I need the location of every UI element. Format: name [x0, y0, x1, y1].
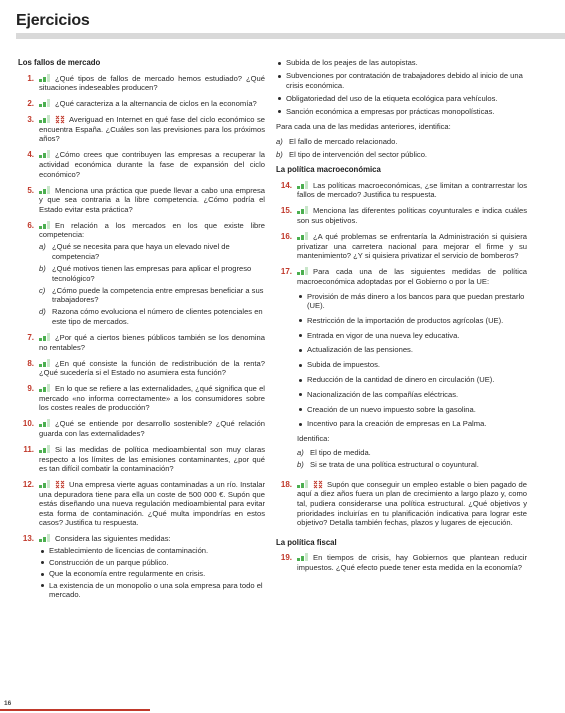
exercise-text: Si las medidas de política medioambiental son muy claras respecto a los límites de las emisiones contaminantes, ¿por qué es tan difícil combatir la contaminación? [39, 444, 265, 474]
continued-bullets [276, 58, 527, 116]
exercise-text: Averiguad en Internet en qué fase del ciclo económico se encuentra España. ¿Cuáles son las previsiones para los próximos años? [39, 115, 265, 144]
exercise-number: 11. [23, 444, 34, 454]
exercise-9 [18, 384, 265, 413]
exercise-text: Considera las siguientes medidas: [55, 534, 171, 544]
exercise-number: 1. [27, 73, 34, 83]
difficulty-bars-icon [39, 333, 51, 341]
sub-text: ¿Qué motivos tienen las empresas para aplicar el progreso tecnológico? [52, 264, 252, 283]
difficulty-bars-icon [39, 419, 51, 427]
difficulty-bars-icon [297, 181, 309, 189]
page-header [0, 0, 565, 44]
group-work-icon [313, 480, 323, 489]
exercise-number: 4. [27, 150, 34, 160]
sub-label: b) [297, 460, 304, 470]
bullet-item: Actualización de las pensiones. [297, 345, 527, 355]
sub-item [39, 286, 265, 305]
sub-label: a) [276, 137, 283, 147]
sub-text: Si se trata de una política estructural o coyuntural. [310, 460, 479, 470]
bullet-item: Que la economía entre regularmente en crisis. [39, 569, 265, 579]
exercise-number: 19. [280, 553, 292, 563]
page-number: 16 [4, 700, 12, 707]
exercise-text: ¿Qué se entiende por desarrollo sostenible? ¿Qué relación guarda con las externalidades? [39, 419, 265, 438]
exercise-number: 9. [27, 384, 34, 394]
footer-rule [0, 709, 150, 711]
exercise-number: 6. [27, 220, 34, 230]
exercise-text: Menciona las diferentes políticas coyunturales e indica cuáles son sus objetivos. [297, 206, 527, 226]
sub-item [39, 242, 265, 261]
exercise-text: Las políticas macroeconómicas, ¿se limitan a contrarrestar los fallos de mercado? Justifica tu respuesta. [297, 180, 527, 200]
bullet-item: Sanción económica a empresas por prácticas monopolísticas. [276, 107, 527, 117]
sub-text: El tipo de medida. [310, 447, 371, 457]
exercise-number: 18. [280, 479, 292, 489]
bullet-item: Provisión de más dinero a los bancos para que puedan prestarlo (UE). [297, 292, 527, 311]
difficulty-bars-icon [39, 115, 51, 123]
difficulty-bars-icon [297, 480, 309, 488]
exercise-text: Menciona una práctica que puede llevar a cabo una empresa y que sea contraria a la libre competencia. ¿Cómo podría el Estado evitar esta práctica? [39, 185, 265, 214]
exercise-11 [18, 445, 265, 474]
bullet-item: Nacionalización de las compañías eléctricas. [297, 390, 527, 400]
exercise-2 [18, 99, 265, 109]
exercise-15 [276, 206, 527, 225]
difficulty-bars-icon [39, 186, 51, 194]
sub-item [39, 307, 265, 326]
exercise-18 [276, 480, 527, 528]
difficulty-bars-icon [297, 553, 309, 561]
sub-item [276, 150, 527, 160]
instruction-text: Identifica: [297, 433, 330, 443]
difficulty-bars-icon [39, 359, 51, 367]
group-work-icon [55, 115, 65, 124]
exercise-number: 13. [22, 534, 34, 544]
exercise-number: 15. [280, 206, 292, 216]
sub-label: a) [297, 447, 304, 457]
sub-text: Razona cómo evoluciona el número de clientes potenciales en este tipo de mercados. [52, 307, 263, 327]
sub-label: b) [276, 149, 283, 159]
bullet-item: Restricción de la importación de productos agrícolas (UE). [297, 316, 527, 326]
bullet-item: Incentivo para la creación de empresas en La Palma. [297, 419, 527, 429]
sub-label: c) [39, 285, 46, 295]
exercise-text: Una empresa vierte aguas contaminadas a un río. Instalar una depuradora tiene para ella un coste de 500 000 €. Supón que estás diseñando una nueva regulación medioambiental para evitar esta forma de contaminación. ¿Qué multa impondrías en estos casos? Justifica tu respuesta. [39, 480, 265, 528]
group-work-icon [55, 480, 65, 489]
sub-item [39, 264, 265, 283]
exercise-19 [276, 553, 527, 572]
difficulty-bars-icon [39, 74, 51, 82]
bullet-item: Subvenciones por contratación de trabajadores debido al inicio de una crisis económica. [276, 71, 527, 90]
exercise-number: 16. [280, 232, 292, 241]
sub-label: b) [39, 264, 46, 274]
exercise-16 [276, 232, 527, 261]
exercise-text: En lo que se refiere a las externalidades, ¿qué significa que el mercado «no informa correctamente» a los consumidores sobre los costes reales de producción? [39, 384, 265, 413]
exercise-6 [18, 221, 265, 327]
sub-label: d) [39, 307, 46, 317]
exercise-text: En tiempos de crisis, hay Gobiernos que plantean reducir impuestos. ¿Qué efecto puede tener esta medida en la economía? [297, 553, 527, 572]
bullet-item: Construcción de un parque público. [39, 558, 265, 568]
exercise-text: ¿Qué caracteriza a la alternancia de ciclos en la economía? [55, 99, 257, 109]
sub-text: ¿Qué se necesita para que haya un elevado nivel de competencia? [52, 242, 230, 261]
difficulty-bars-icon [39, 150, 51, 158]
section-title-fiscal: La política fiscal [276, 537, 337, 547]
difficulty-bars-icon [39, 480, 51, 488]
exercise-7 [18, 333, 265, 352]
bullet-item: Creación de un nuevo impuesto sobre la gasolina. [297, 405, 527, 415]
exercise-5 [18, 186, 265, 215]
difficulty-bars-icon [39, 384, 51, 392]
exercise-text: En relación a los mercados en los que existe libre competencia: [39, 220, 265, 240]
exercise-text: Para cada una de las siguientes medidas de política macroeconómica adoptadas por el Gobierno o por la UE: [297, 267, 527, 286]
exercise-13 [18, 534, 265, 600]
sub-text: El fallo de mercado relacionado. [289, 137, 398, 147]
exercise-text: Supón que conseguir un empleo estable o bien pagado de aquí a diez años fuera un plan de crecimiento a largo plazo y, como tal, pudiera considerarse una política estructural. ¿Qué objetivos y prioridades incluirías en tu planificación indicativa para lograr este objetivo? Detalla también fechas, plazos y lugares de ejecución. [297, 479, 527, 528]
difficulty-bars-icon [39, 534, 51, 542]
exercise-number: 5. [27, 185, 34, 195]
exercise-number: 14. [280, 180, 292, 190]
sub-text: El tipo de intervención del sector público. [289, 149, 428, 159]
header-rule [16, 33, 565, 39]
bullet-item: Entrada en vigor de una nueva ley educativa. [297, 331, 527, 341]
exercise-number: 10. [22, 419, 34, 429]
exercise-number: 3. [27, 115, 34, 125]
right-column [276, 58, 527, 579]
exercise-text: ¿Qué tipos de fallos de mercado hemos estudiado? ¿Qué situaciones indeseables producen? [39, 73, 265, 93]
bullet-item: Establecimiento de licencias de contaminación. [39, 546, 265, 556]
difficulty-bars-icon [297, 267, 309, 275]
sub-item [297, 448, 527, 458]
exercise-10 [18, 419, 265, 438]
bullet-item: La existencia de un monopolio o una sola empresa para todo el mercado. [39, 581, 265, 600]
exercise-1 [18, 74, 265, 93]
section-title-macro: La política macroeconómica [276, 165, 381, 175]
bullet-item: Reducción de la cantidad de dinero en circulación (UE). [297, 375, 527, 385]
exercise-text: ¿A qué problemas se enfrentaría la Administración si quisiera privatizar una carretera nacional para mejorar el firme y su mantenimiento? ¿Y si quisiera privatizar el servicio de bomberos? [297, 232, 527, 261]
sub-item [297, 460, 527, 470]
exercise-12 [18, 480, 265, 528]
bullet-item: Subida de los peajes de las autopistas. [276, 58, 527, 68]
continued-subs [276, 137, 527, 159]
left-column [18, 58, 265, 606]
section-title-fallos: Los fallos de mercado [18, 58, 101, 67]
sub-text: ¿Cómo puede la competencia entre empresas beneficiar a sus trabajadores? [52, 285, 264, 305]
sub-label: a) [39, 242, 46, 252]
exercise-3 [18, 115, 265, 144]
difficulty-bars-icon [297, 232, 309, 240]
instruction-text: Para cada una de las medidas anteriores, identifica: [276, 122, 451, 132]
exercise-text: ¿En qué consiste la función de redistribución de la renta? ¿Qué sucedería si el Estado no asumiera esta función? [39, 358, 265, 378]
difficulty-bars-icon [297, 206, 309, 214]
exercise-8 [18, 359, 265, 378]
exercise-17 [276, 267, 527, 470]
exercise-14 [276, 181, 527, 200]
exercise-number: 17. [280, 267, 292, 277]
page-title: Ejercicios [16, 12, 90, 29]
sub-item [276, 137, 527, 147]
bullet-item: Obligatoriedad del uso de la etiqueta ecológica para vehículos. [276, 94, 527, 104]
difficulty-bars-icon [39, 445, 51, 453]
bullet-item: Subida de impuestos. [297, 360, 527, 370]
exercise-text: ¿Cómo crees que contribuyen las empresas a recuperar la actividad económica durante la fase de expansión del ciclo económico? [39, 150, 265, 179]
difficulty-bars-icon [39, 99, 51, 107]
exercise-number: 7. [27, 333, 34, 342]
exercise-text: ¿Por qué a ciertos bienes públicos también se los denomina no rentables? [39, 333, 265, 352]
difficulty-bars-icon [39, 221, 51, 229]
exercise-number: 2. [27, 99, 34, 109]
exercise-number: 12. [22, 480, 34, 490]
exercise-4 [18, 150, 265, 179]
exercise-number: 8. [27, 358, 34, 368]
